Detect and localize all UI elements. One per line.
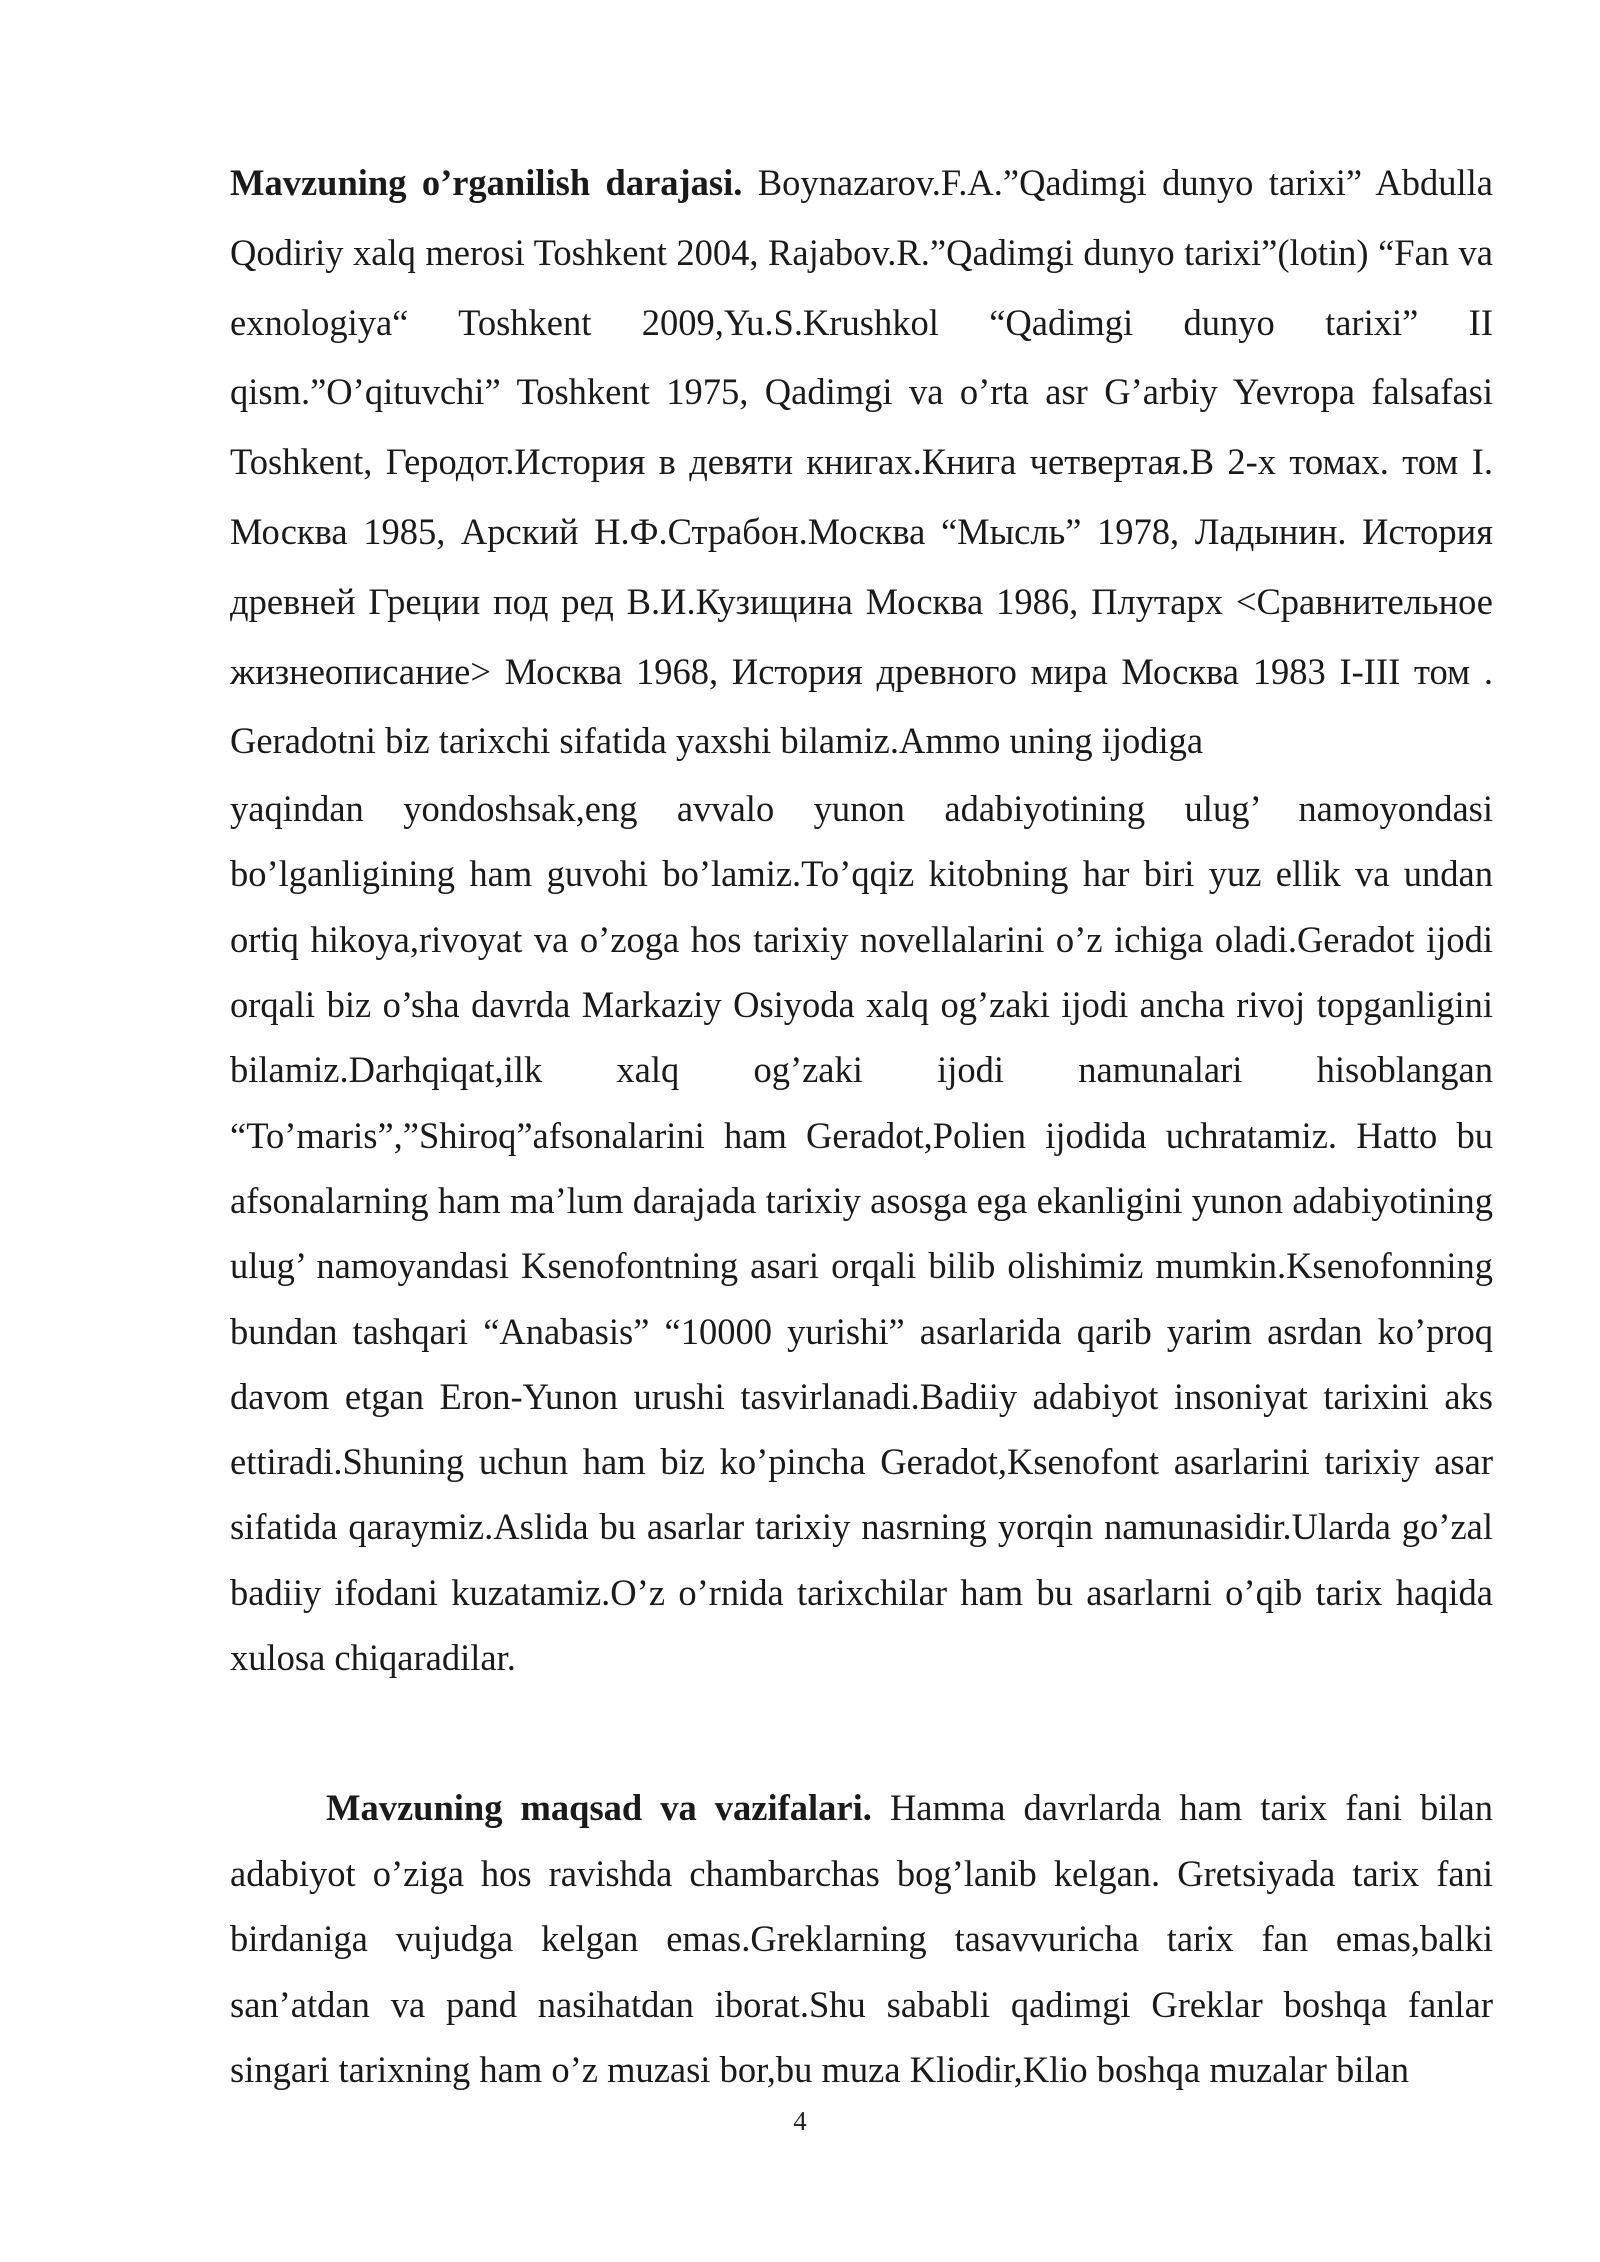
paragraph-study-level-part-a bbox=[230, 148, 1493, 776]
section-heading-goals: Mavzuning maqsad va vazifalari. bbox=[326, 1787, 872, 1828]
paragraph-goals bbox=[230, 1775, 1493, 2103]
paragraph-study-level bbox=[230, 148, 1493, 1690]
section-heading-study-level: Mavzuning o’rganilish darajasi. bbox=[230, 162, 743, 203]
page-number: 4 bbox=[793, 2106, 807, 2136]
paragraph-text: Hamma davrlarda ham tarix fani bilan adabiyot o’ziga hos ravishda chambarchas bog’lanib kelgan. Gretsiyada tarix fani birdaniga vujudga kelgan emas.Greklarning tasavvuricha tarix fan emas,balki san’atdan va pand nasihatdan iborat.Shu sababli qadimgi Greklar boshqa fanlar singari tarixning ham o’z muzasi bor,bu muza Kliodir,Klio boshqa muzalar bilan bbox=[230, 1787, 1493, 2090]
paragraph-text-a: Boynazarov.F.A.”Qadimgi dunyo tarixi” Abdulla Qodiriy xalq merosi Toshkent 2004, Rajabov.R.”Qadimgi dunyo tarixi”(lotin) “Fan va exnologiya“ Toshkent 2009,Yu.S.Krushkol “Qadimgi dunyo tarixi” II qism.”O’qituvchi” Toshkent 1975, Qadimgi va o’rta asr G’arbiy Yevropa falsafasi Toshkent, Геродот.История в девяти книгах.Книга четвертая.В 2-х томах. том I. Москва 1985, Арский Н.Ф.Страбон.Москва “Мысль” 1978, Ладынин. История древней Греции под ред В.И.Кузищина Москва 1986, Плутарх <Сравнительное жизнеописание> Москва 1968, История древного мира Москва 1983 I-III том . Geradotni biz tarixchi sifatida yaxshi bilamiz.Ammo uning ijodiga bbox=[230, 162, 1493, 762]
paragraph-text-b: yaqindan yondoshsak,eng avvalo yunon adabiyotining ulug’ namoyondasi bo’lganligining ham guvohi bo’lamiz.To’qqiz kitobning har biri yuz ellik va undan ortiq hikoya,rivoyat va o’zoga hos tarixiy novellalarini o’z ichiga oladi.Geradot ijodi orqali biz o’sha davrda Markaziy Osiyoda xalq og’zaki ijodi ancha rivoj topganligini bilamiz.Darhqiqat,ilk xalq og’zaki ijodi namunalari hisoblangan “To’maris”,”Shiroq”afsonalarini ham Geradot,Polien ijodida uchratamiz. Hatto bu afsonalarning ham ma’lum darajada tarixiy asosga ega ekanligini yunon adabiyotining ulug’ namoyandasi Ksenofontning asari orqali bilib olishimiz mumkin.Ksenofonning bundan tashqari “Anabasis” “10000 yurishi” asarlarida qarib yarim asrdan ko’proq davom etgan Eron-Yunon urushi tasvirlanadi.Badiiy adabiyot insoniyat tarixini aks ettiradi.Shuning uchun ham biz ko’pincha Geradot,Ksenofont asarlarini tarixiy asar sifatida qaraymiz.Aslida bu asarlar tarixiy nasrning yorqin namunasidir.Ularda go’zal badiiy ifodani kuzatamiz.O’z o’rnida tarixchilar ham bu asarlarni o’qib tarix haqida xulosa chiqaradilar. bbox=[230, 788, 1493, 1679]
